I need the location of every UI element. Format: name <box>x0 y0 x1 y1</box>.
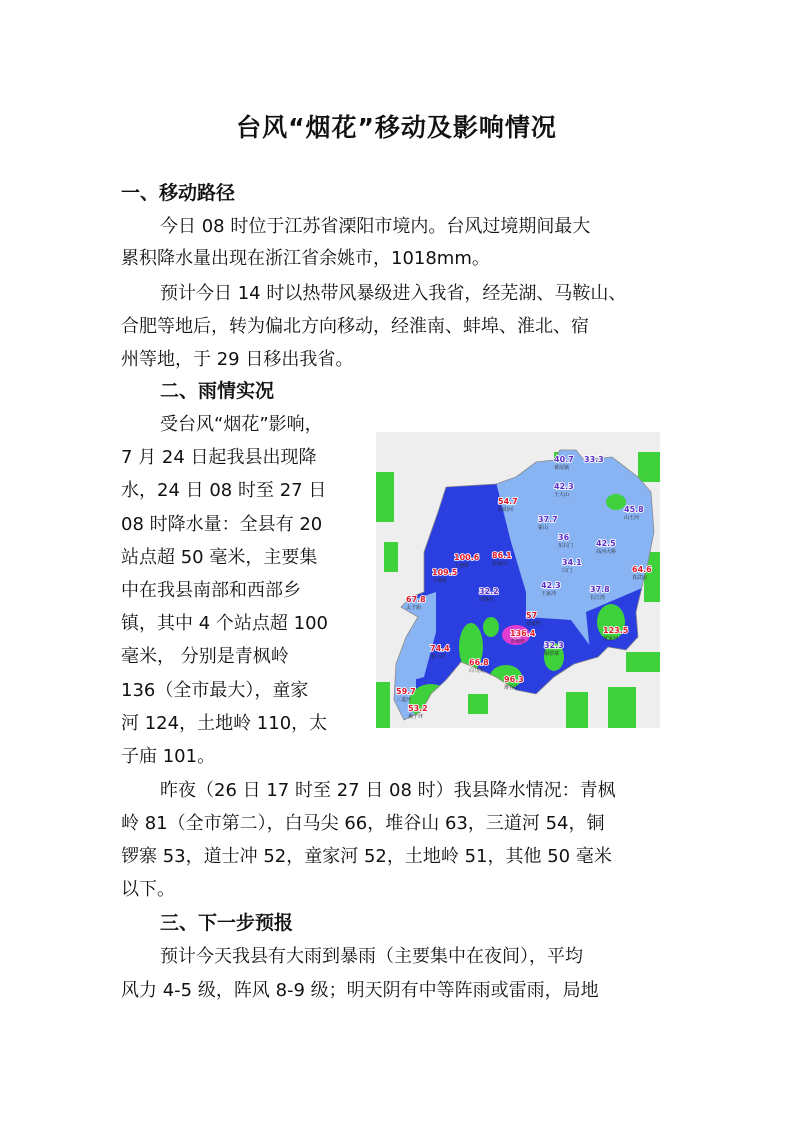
station-value: 57 <box>526 611 538 620</box>
station-value: 42.5 <box>596 539 616 548</box>
station-value: 37.8 <box>590 585 610 594</box>
station-value: 32.3 <box>544 641 564 650</box>
station-name: 三道河 <box>396 697 412 703</box>
station-name: 山王河 <box>624 515 640 521</box>
station-value: 53.2 <box>408 704 428 713</box>
section-heading-rain: 二、雨情实况 <box>160 380 275 402</box>
station-name: 土地岭 <box>454 563 470 569</box>
station-value: 36 <box>558 533 570 542</box>
station-name: 童家河 <box>603 636 619 642</box>
paragraph-line: 锣寨 53，道士冲 52，童家河 52，土地岭 51，其他 50 毫米 <box>121 846 612 867</box>
paragraph-line: 中在我县南部和西部乡 <box>121 580 301 601</box>
station-name: 王大山 <box>554 492 570 498</box>
paragraph-line: 今日 08 时位于江苏省溧阳市境内。台风过境期间最大 <box>160 216 591 237</box>
station-value: 64.6 <box>632 565 652 574</box>
station-value: 96.3 <box>504 675 524 684</box>
section-heading-forecast: 三、下一步预报 <box>160 912 294 934</box>
paragraph-line: 州等地，于 29 日移出我省。 <box>121 349 354 370</box>
station-marker <box>584 455 604 464</box>
station-name: 但家河 <box>492 561 508 567</box>
station-name: 铜锣寨 <box>544 651 560 657</box>
station-value: 59.7 <box>396 687 416 696</box>
station-name: 白马尖 <box>469 668 485 674</box>
paragraph-line: 水，24 日 08 时至 27 日 <box>121 480 327 501</box>
station-value: 54.7 <box>498 497 518 506</box>
station-value: 42.3 <box>541 581 561 590</box>
station-name: 东石门 <box>558 543 574 549</box>
station-name: 长江湾 <box>590 595 606 601</box>
paragraph-line: 累积降水量出现在浙江省余姚市，1018mm。 <box>121 248 490 269</box>
station-name: 王家冲 <box>541 591 557 597</box>
paragraph-line: 毫米， 分别是青枫岭 <box>121 646 289 667</box>
station-value: 34.1 <box>562 558 582 567</box>
station-value: 45.8 <box>624 505 644 514</box>
station-value: 40.7 <box>554 455 574 464</box>
paragraph-line: 受台风“烟花”影响， <box>160 414 323 435</box>
station-name: 郑家岭 <box>526 621 542 627</box>
station-value: 86.1 <box>492 551 512 560</box>
station-name: 高河大桥 <box>596 549 617 555</box>
station-marker <box>596 539 616 555</box>
station-value: 32.2 <box>479 587 499 596</box>
document-title: 台风“烟花”移动及影响情况 <box>236 113 557 142</box>
paragraph-line: 预计今日 14 时以热带风暴级进入我省，经芜湖、马鞍山、 <box>160 283 627 304</box>
station-value: 74.4 <box>430 644 450 653</box>
station-value: 100.6 <box>454 553 480 562</box>
station-value: 67.8 <box>406 595 426 604</box>
station-value: 33.3 <box>584 455 604 464</box>
paragraph-line: 合肥等地后，转为偏北方向移动，经淮南、蚌埠、淮北、宿 <box>121 316 589 337</box>
paragraph-line: 136（全市最大），童家 <box>121 680 309 701</box>
paragraph-line: 昨夜（26 日 17 时至 27 日 08 时）我县降水情况：青枫 <box>160 780 616 801</box>
station-value: 42.3 <box>554 482 574 491</box>
station-marker <box>408 704 428 720</box>
paragraph-line: 河 124，土地岭 110，太 <box>121 713 328 734</box>
paragraph-line: 站点超 50 毫米，主要集 <box>121 547 318 568</box>
station-name: 霍山 <box>538 525 549 531</box>
station-name: 西溪村 <box>479 597 495 603</box>
station-value: 123.5 <box>603 626 629 635</box>
paragraph-line: 子庙 101。 <box>121 746 216 767</box>
rainfall-map <box>376 432 660 728</box>
paragraph-line: 7 月 24 日起我县出现降 <box>121 447 317 468</box>
paragraph-line: 风力 4-5 级，阵风 8-9 级；明天阴有中等阵雨或雷雨，局地 <box>121 980 599 1001</box>
station-name: 青枫岭 <box>510 639 526 645</box>
rainfall-map-svg <box>376 432 660 728</box>
paragraph-line: 08 时降水量：全县有 20 <box>121 514 323 535</box>
station-name: 道士冲 <box>430 654 446 660</box>
section-heading-path: 一、移动路径 <box>121 182 236 204</box>
station-value: 37.7 <box>538 515 558 524</box>
station-name: 真武庙 <box>632 575 648 581</box>
station-name: 土地岭 <box>432 578 448 584</box>
paragraph-line: 预计今天我县有大雨到暴雨（主要集中在夜间），平均 <box>160 946 583 967</box>
station-name: 堆谷山 <box>504 685 520 691</box>
station-value: 66.8 <box>469 658 489 667</box>
paragraph-line: 镇，其中 4 个站点超 100 <box>121 613 328 634</box>
paragraph-line: 岭 81（全市第二），白马尖 66，堆谷山 63，三道河 54，铜 <box>121 813 605 834</box>
station-name: 黄尾镇 <box>554 465 570 471</box>
station-name: 燕子坪 <box>408 714 424 720</box>
paragraph-line: 以下。 <box>121 879 175 900</box>
station-value: 109.5 <box>432 568 458 577</box>
station-name: 白门 <box>562 568 573 574</box>
station-name: 太子庙 <box>406 605 422 611</box>
station-value: 136.4 <box>510 629 536 638</box>
station-name: 和阳河 <box>498 507 514 513</box>
